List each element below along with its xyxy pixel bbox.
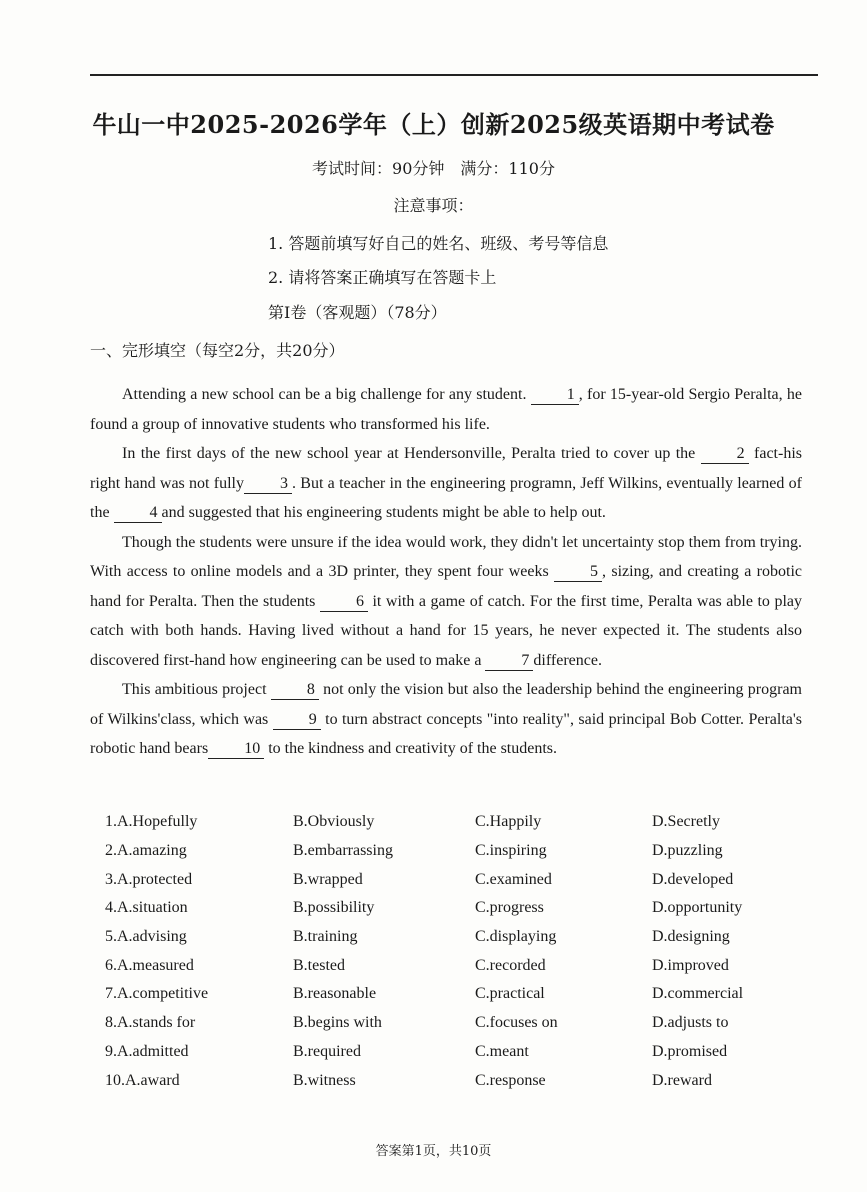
option-a: 7.A.competitive	[105, 985, 209, 1003]
passage-paragraph-4: This ambitious project 8 not only the vision but also the leadership behind the engineering program of Wilkins'class, which was 9 to turn abstract concepts "into reality", said principal Bob Cotter. Peralta's robotic hand bears 10 to the kindness and creativity of the students.	[90, 681, 803, 757]
blank-2: 2	[701, 445, 749, 464]
option-row	[105, 951, 825, 980]
notice-title: 注意事项：	[393, 196, 474, 215]
options-table	[105, 808, 825, 1095]
option-d: D.opportunity	[652, 899, 743, 917]
blank-9: 9	[273, 711, 321, 730]
option-row	[105, 1038, 825, 1067]
option-c: C.Happily	[475, 813, 542, 831]
option-a: 4.A.situation	[105, 899, 188, 917]
option-row	[105, 1009, 825, 1038]
option-a: 6.A.measured	[105, 956, 194, 974]
option-a: 5.A.advising	[105, 928, 187, 946]
option-b: B.embarrassing	[293, 842, 393, 860]
blank-7: 7	[485, 652, 533, 671]
option-c: C.inspiring	[475, 842, 547, 860]
option-b: B.possibility	[293, 899, 375, 917]
option-b: B.training	[293, 928, 358, 946]
option-a: 8.A.stands for	[105, 1014, 196, 1032]
notice-item-1: 1. 答题前填写好自己的姓名、班级、考号等信息	[268, 234, 609, 253]
option-d: D.reward	[652, 1071, 712, 1089]
passage-paragraph-1: Attending a new school can be a big challenge for any student. 1 , for 15-year-old Sergio Peralta, he found a group of innovative students who transformed his life.	[90, 386, 802, 433]
option-b: B.witness	[293, 1071, 356, 1089]
option-d: D.commercial	[652, 985, 744, 1003]
option-d: D.puzzling	[652, 842, 723, 860]
option-c: C.progress	[475, 899, 544, 917]
blank-10: 10	[208, 740, 264, 759]
option-d: D.adjusts to	[652, 1014, 729, 1032]
option-b: B.begins with	[293, 1014, 382, 1032]
option-b: B.tested	[293, 956, 345, 974]
option-c: C.displaying	[475, 928, 557, 946]
part-title: 第Ⅰ卷（客观题）（78分）	[268, 303, 447, 322]
top-rule	[90, 74, 818, 76]
option-row	[105, 980, 825, 1009]
option-d: D.designing	[652, 928, 730, 946]
option-c: C.recorded	[475, 956, 546, 974]
option-d: D.promised	[652, 1042, 728, 1060]
passage-paragraph-3: Though the students were unsure if the idea would work, they didn't let uncertainty stop them from trying. With access to online models and a 3D printer, they spent four weeks 5 , sizing, and creating a robotic hand for Peralta. Then the students 6 it with a game of catch. For the first time, Peralta was able to play catch with both hands. Having lived without a hand for 15 years, he never expected it. The students also discovered first-hand how engineering can be used to make a 7 difference.	[90, 533, 803, 669]
exam-title: 牛山一中2025-2026学年（上）创新2025级英语期中考试卷	[92, 110, 775, 139]
blank-5: 5	[554, 563, 602, 582]
option-a: 10.A.award	[105, 1071, 180, 1089]
option-c: C.response	[475, 1071, 546, 1089]
option-row	[105, 837, 825, 866]
blank-8: 8	[271, 681, 319, 700]
passage-paragraph-2: In the first days of the new school year at Hendersonville, Peralta tried to cover up the 2 fact-his right hand was not fully 3 . But a teacher in the engineering programn, Jeff Wilkins, eventually learned of the 4 and suggested that his engineering students might be able to help out.	[90, 445, 803, 521]
option-row	[105, 923, 825, 952]
notice-item-2: 2. 请将答案正确填写在答题卡上	[268, 268, 497, 287]
blank-6: 6	[320, 593, 368, 612]
blank-3: 3	[244, 475, 292, 494]
blank-4: 4	[114, 504, 162, 523]
option-c: C.focuses on	[475, 1014, 558, 1032]
option-c: C.examined	[475, 870, 552, 888]
option-d: D.Secretly	[652, 813, 720, 831]
blank-1: 1	[531, 386, 579, 405]
cloze-passage	[90, 380, 802, 764]
option-row	[105, 865, 825, 894]
section-title: 一、完形填空（每空2分，共20分）	[90, 341, 345, 360]
page-footer: 答案第1页，共10页	[375, 1144, 492, 1159]
option-a: 2.A.amazing	[105, 842, 187, 860]
option-c: C.practical	[475, 985, 545, 1003]
option-row	[105, 808, 825, 837]
option-c: C.meant	[475, 1042, 529, 1060]
option-d: D.improved	[652, 956, 729, 974]
option-a: 9.A.admitted	[105, 1042, 189, 1060]
option-row	[105, 894, 825, 923]
option-row	[105, 1066, 825, 1095]
option-b: B.wrapped	[293, 870, 363, 888]
option-a: 3.A.protected	[105, 870, 193, 888]
option-d: D.developed	[652, 870, 734, 888]
option-b: B.reasonable	[293, 985, 377, 1003]
option-b: B.Obviously	[293, 813, 375, 831]
option-a: 1.A.Hopefully	[105, 813, 198, 831]
option-b: B.required	[293, 1042, 361, 1060]
exam-info: 考试时间：90分钟 满分：110分	[312, 159, 555, 178]
